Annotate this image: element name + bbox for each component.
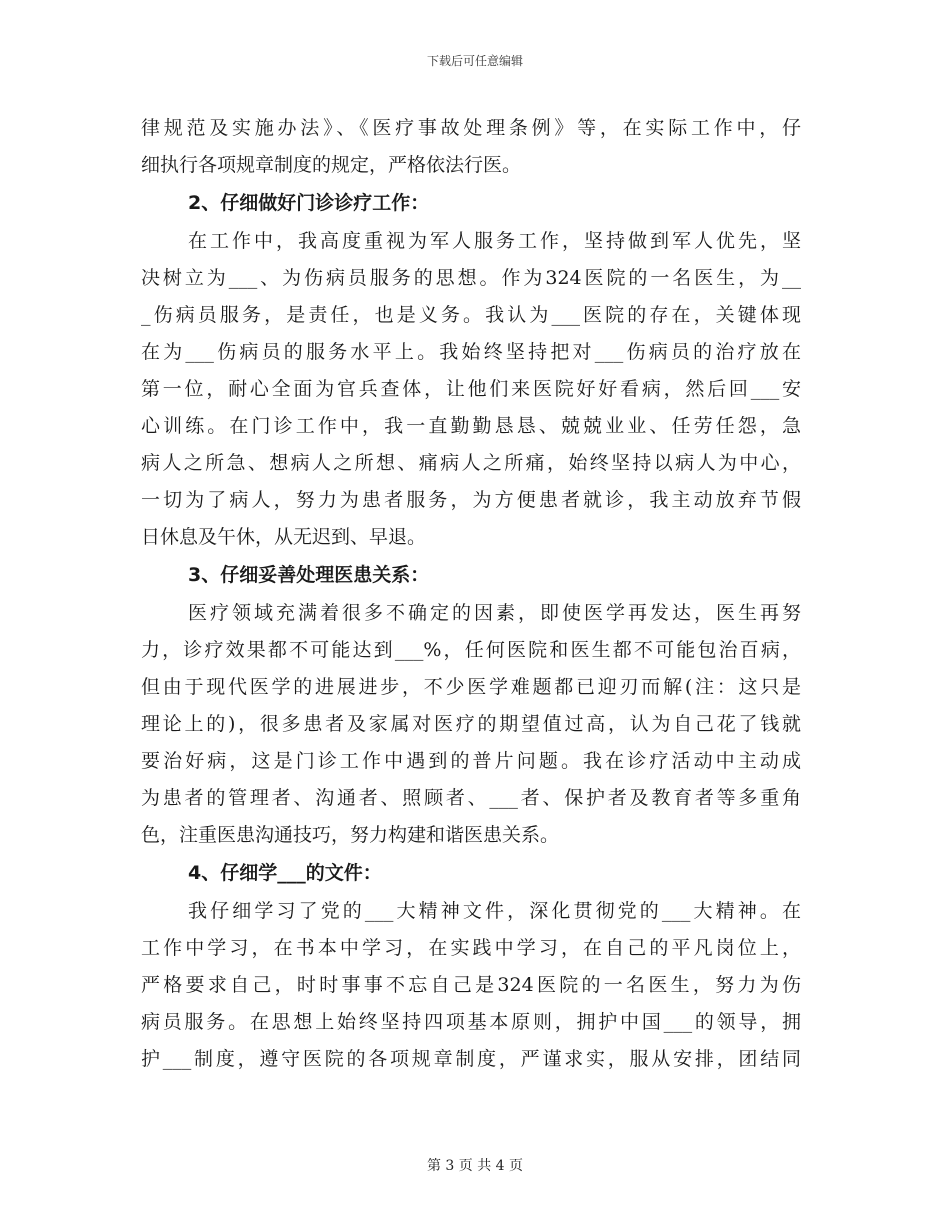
body-line: 严格要求自己，时时事事不忘自己是324医院的一名医生，努力为伤: [141, 974, 801, 996]
body-line: _伤病员服务，是责任，也是义务。我认为___医院的存在，关键体现: [141, 304, 801, 326]
body-line: 细执行各项规章制度的规定，严格依法行医。: [141, 154, 522, 176]
body-line: 在为___伤病员的服务水平上。我始终坚持把对___伤病员的治疗放在: [141, 341, 801, 363]
body-line: 理论上的)，很多患者及家属对医疗的期望值过高，认为自己花了钱就: [141, 713, 801, 735]
section-heading: 4、仔细学___的文件：: [188, 862, 382, 884]
body-line: 病员服务。在思想上始终坚持四项基本原则，拥护中国___的领导，拥: [141, 1011, 801, 1033]
body-line: 在工作中，我高度重视为军人服务工作，坚持做到军人优先，坚: [188, 230, 801, 252]
body-line: 力，诊疗效果都不可能达到___%，任何医院和医生都不可能包治百病，: [141, 639, 801, 661]
body-line: 为患者的管理者、沟通者、照顾者、___者、保护者及教育者等多重角: [141, 787, 801, 809]
body-line: 病人之所急、想病人之所想、痛病人之所痛，始终坚持以病人为中心，: [141, 452, 801, 474]
body-line: 工作中学习，在书本中学习，在实践中学习，在自己的平凡岗位上，: [141, 937, 801, 959]
body-line: 但由于现代医学的进展进步，不少医学难题都已迎刃而解(注：这只是: [141, 676, 801, 698]
body-line: 医疗领域充满着很多不确定的因素，即使医学再发达，医生再努: [188, 602, 801, 624]
body-line: 心训练。在门诊工作中，我一直勤勤恳恳、兢兢业业、任劳任怨，急: [141, 415, 801, 437]
section-heading: 3、仔细妥善处理医患关系：: [188, 564, 430, 586]
body-line: 我仔细学习了党的___大精神文件，深化贯彻党的___大精神。在: [188, 900, 801, 922]
body-line: 第一位，耐心全面为官兵查体，让他们来医院好好看病，然后回___安: [141, 378, 801, 400]
body-line: 要治好病，这是门诊工作中遇到的普片问题。我在诊疗活动中主动成: [141, 750, 801, 772]
section-heading: 2、仔细做好门诊诊疗工作：: [188, 192, 430, 214]
body-line: 色，注重医患沟通技巧，努力构建和谐医患关系。: [141, 824, 560, 846]
body-line: 决树立为___、为伤病员服务的思想。作为324医院的一名医生，为__: [141, 267, 801, 289]
body-line: 护___制度，遵守医院的各项规章制度，严谨求实，服从安排，团结同: [141, 1048, 801, 1070]
body-line: 一切为了病人，努力为患者服务，为方便患者就诊，我主动放弃节假: [141, 489, 801, 511]
page-footer: 第 3 页 共 4 页: [426, 1158, 524, 1174]
body-line: 日休息及午休，从无迟到、早退。: [141, 526, 427, 548]
body-line: 律规范及实施办法》、《医疗事故处理条例》等，在实际工作中，仔: [141, 117, 801, 139]
page-header: 下载后可任意编辑: [426, 54, 523, 68]
